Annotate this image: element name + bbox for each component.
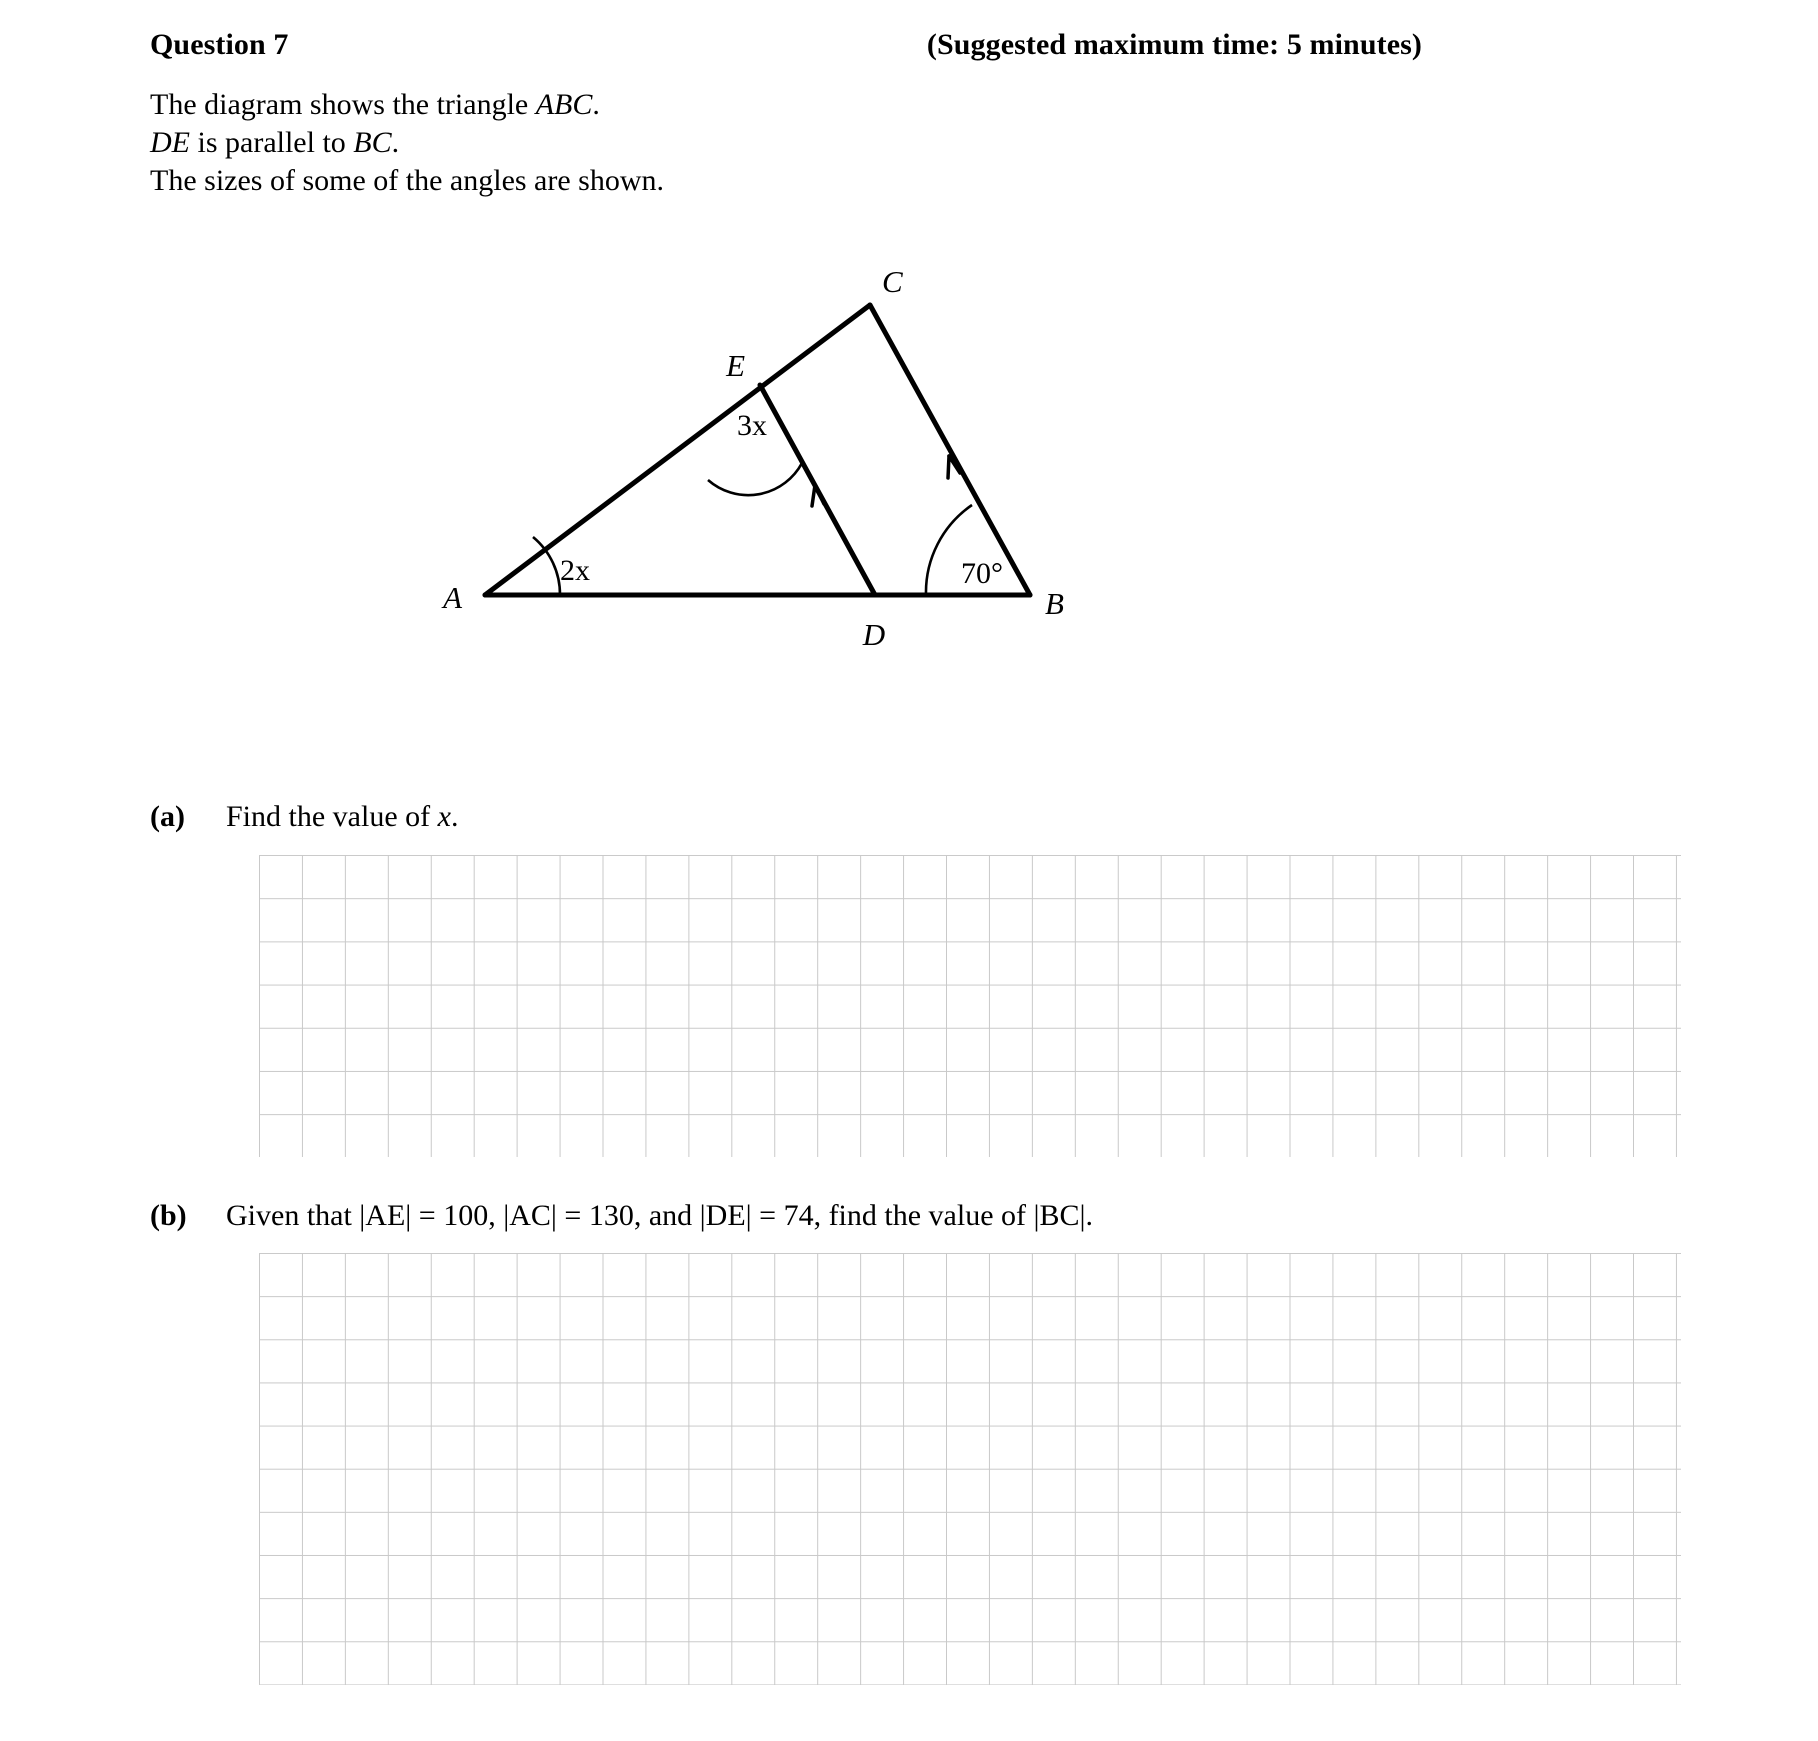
part-a-tag: (a): [150, 800, 185, 833]
angle-label-2x: 2x: [560, 554, 590, 587]
page-header: [150, 28, 1422, 62]
angle-label-70: 70°: [961, 557, 1003, 590]
intro-line-1-math: ABC: [535, 88, 593, 121]
answer-grid-b[interactable]: [259, 1253, 1681, 1685]
intro-line-1: [150, 86, 664, 124]
suggested-time-label: (Suggested maximum time: 5 minutes): [926, 28, 1422, 61]
part-a-text-math: x: [437, 800, 451, 833]
part-a-text-pre: Find the value of: [226, 800, 438, 833]
vertex-label-A: A: [443, 580, 462, 615]
angle-arc-at-E: [708, 463, 802, 495]
answer-grid-a[interactable]: [259, 855, 1681, 1157]
question-intro-text: [150, 86, 664, 200]
intro-line-1-post: .: [592, 88, 600, 121]
side-CB: [870, 305, 1030, 595]
vertex-label-C: C: [882, 264, 903, 299]
intro-line-2-mid: is parallel to: [190, 126, 354, 159]
triangle-diagram: [400, 250, 1160, 650]
intro-line-2-math-bc: BC: [353, 126, 392, 159]
intro-line-2-end: .: [391, 126, 400, 159]
intro-line-2-math-de: DE: [150, 126, 190, 159]
part-a-text-post: .: [450, 800, 459, 833]
intro-line-3: The sizes of some of the angles are shown.: [150, 164, 665, 197]
intro-line-2: [150, 124, 664, 162]
question-number-label: Question 7: [150, 28, 289, 61]
part-b-tag: (b): [150, 1199, 187, 1232]
vertex-label-E: E: [726, 348, 745, 383]
triangle-outline: [485, 305, 1030, 595]
vertex-label-B: B: [1045, 586, 1064, 621]
angle-label-3x: 3x: [737, 409, 767, 442]
side-AC: [485, 305, 870, 595]
part-a-prompt: [150, 800, 458, 834]
part-b-prompt: [150, 1199, 1093, 1233]
intro-line-1-pre: The diagram shows the triangle: [150, 88, 536, 121]
part-b-text: Given that |AE| = 100, |AC| = 130, and |DE| = 74, find the value of |BC|.: [226, 1199, 1094, 1232]
vertex-label-D: D: [862, 617, 886, 650]
